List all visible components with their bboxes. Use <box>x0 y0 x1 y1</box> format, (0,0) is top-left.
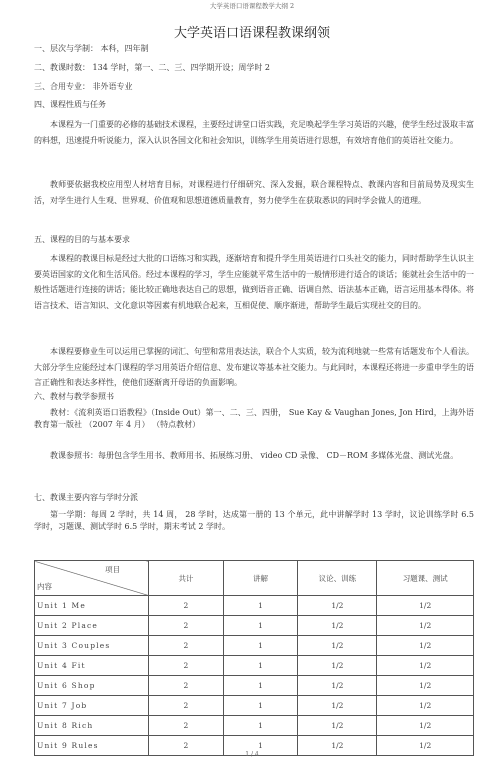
exercise-hours: 1/2 <box>377 656 474 676</box>
unit-name: Unit 9 Rules <box>35 736 149 756</box>
unit-name: Unit 4 Fit <box>35 656 149 676</box>
discussion-hours: 1/2 <box>298 696 377 716</box>
total-hours: 2 <box>149 596 224 616</box>
unit-name: Unit 6 Shop <box>35 676 149 696</box>
table-row <box>35 696 474 716</box>
table-row <box>35 716 474 736</box>
header-lecture: 讲解 <box>223 561 298 596</box>
discussion-hours: 1/2 <box>298 596 377 616</box>
lecture-hours: 1 <box>223 616 298 636</box>
exercise-hours: 1/2 <box>377 636 474 656</box>
corner-item-label: 项目 <box>105 565 121 574</box>
total-hours: 2 <box>149 616 224 636</box>
exercise-hours: 1/2 <box>377 676 474 696</box>
exercise-hours: 1/2 <box>377 616 474 636</box>
corner-content-label: 内容 <box>37 582 52 591</box>
discussion-hours: 1/2 <box>298 656 377 676</box>
lecture-hours: 1 <box>223 716 298 736</box>
requirements-paragraph: 本课程要修业生可以运用已掌握的词汇、句型和常用表达法，联合个人实质，较为流利地就一些常有话题发布个人看法。大部分学生应能经过本门课程的学习用英语介绍信息、发布建议等基本社交能力。与此同时，本课程还将进一步重申学生的语言正确性和表达多样性，使他们逐渐离开母语的负面影响。 <box>34 347 474 387</box>
header-discussion: 议论、训练 <box>298 561 377 596</box>
level-line: 一、层次与学制： 本科，四年制 <box>34 44 149 53</box>
table-row <box>35 676 474 696</box>
table-header-row <box>35 561 474 596</box>
table-row <box>35 596 474 616</box>
hours-table <box>34 560 474 756</box>
moral-education-paragraph: 教师要依据我校应用型人材培育目标，对课程进行仔细研究、深入发掘，联合课程特点、教课内容和目前局势及现实生活，对学生进行人生观、世界观、价值观和思想道德质量教育，努力使学生在获取悉识的同时学会做人的道理。 <box>34 180 474 205</box>
exercise-hours: 1/2 <box>377 596 474 616</box>
total-hours: 2 <box>149 696 224 716</box>
reference-books-paragraph: 教课参照书：每册包含学生用书、教师用书、拓展练习册、 video CD 录像、 CD－ROM 多媒体光盘、测试光盘。 <box>50 451 459 460</box>
course-nature-paragraph: 本课程为一门重要的必修的基础技术课程，主要经过讲堂口语实践，充足唤起学生学习英语的兴趣，使学生经过汲取丰富的料想，迅速提升听说能力，深入认识各国文化和社会知识，训练学生用英语进行思想，有效培育他们的英语社交能力。 <box>34 120 474 145</box>
lecture-hours: 1 <box>223 676 298 696</box>
document-title: 大学英语口语课程教课纲领 <box>173 26 330 41</box>
unit-name: Unit 3 Couples <box>35 636 149 656</box>
unit-name: Unit 8 Rich <box>35 716 149 736</box>
section-7-heading: 七、教课主要内容与学时分派 <box>34 493 138 502</box>
page-header: 大学英语口语课程教学大纲 2 <box>209 2 295 10</box>
discussion-hours: 1/2 <box>298 636 377 656</box>
section-4-heading: 四、课程性质与任务 <box>34 100 106 109</box>
header-exercise: 习题课、测试 <box>377 561 474 596</box>
lecture-hours: 1 <box>223 696 298 716</box>
total-hours: 2 <box>149 716 224 736</box>
exercise-hours: 1/2 <box>377 696 474 716</box>
total-hours: 2 <box>149 636 224 656</box>
lecture-hours: 1 <box>223 656 298 676</box>
section-5-heading: 五、课程的目的与基本要求 <box>34 235 130 244</box>
page-number: 1 / 4 <box>245 751 259 758</box>
exercise-hours: 1/2 <box>377 716 474 736</box>
discussion-hours: 1/2 <box>298 716 377 736</box>
lecture-hours: 1 <box>223 596 298 616</box>
unit-name: Unit 7 Job <box>35 696 149 716</box>
table-row <box>35 616 474 636</box>
exercise-hours: 1/2 <box>377 736 474 756</box>
lecture-hours: 1 <box>223 636 298 656</box>
header-total: 共计 <box>149 561 224 596</box>
table-row <box>35 656 474 676</box>
lecture-hours: 1 <box>223 736 298 756</box>
discussion-hours: 1/2 <box>298 676 377 696</box>
hours-line: 二、教课时数： 134 学时，第一、二、三、四学期开设；周学时 2 <box>34 63 270 72</box>
total-hours: 2 <box>149 736 224 756</box>
discussion-hours: 1/2 <box>298 616 377 636</box>
major-line: 三、合用专业： 非外语专业 <box>34 82 133 91</box>
total-hours: 2 <box>149 656 224 676</box>
discussion-hours: 1/2 <box>298 736 377 756</box>
section-6-heading: 六、教材与教学参照书 <box>34 392 114 401</box>
total-hours: 2 <box>149 676 224 696</box>
table-row <box>35 636 474 656</box>
textbook-paragraph: 教材：《流利英语口语教程》（Inside Out）第一、二、三、四册， Sue Kay & Vaughan Jones, Jon Hird，上海外语教育第一版社 （2007 年 4 月） （特点教材） <box>34 408 474 429</box>
objectives-paragraph: 本课程的教课目标是经过大批的口语练习和实践，逐渐培育和提升学生用英语进行口头社交的能力，同时帮助学生认识主要英语国家的文化和生活风俗。经过本课程的学习，学生应能就平常生活中的一般情形进行适合的谈话；能就社会生活中的一般性话题进行连接的讲话；能比较正确地表达自己的思想，做到语音正确、语调自然、语法基本正确，语言运用基本得体。将语言技术、语言知识、文化意识等因素有机地联合起来，互相促使、顺序渐进，帮助学生最后实现社交的目的。 <box>34 254 474 310</box>
first-semester-paragraph: 第一学期：每周 2 学时，共 14 周， 28 学时，达成第一册的 13 个单元，此中讲解学时 13 学时，议论训练学时 6.5 学时，习题课、测试学时 6.5 学时，期末考试 2 学时。 <box>34 510 474 531</box>
table-corner-cell <box>35 561 149 596</box>
unit-name: Unit 1 Me <box>35 596 149 616</box>
unit-name: Unit 2 Place <box>35 616 149 636</box>
